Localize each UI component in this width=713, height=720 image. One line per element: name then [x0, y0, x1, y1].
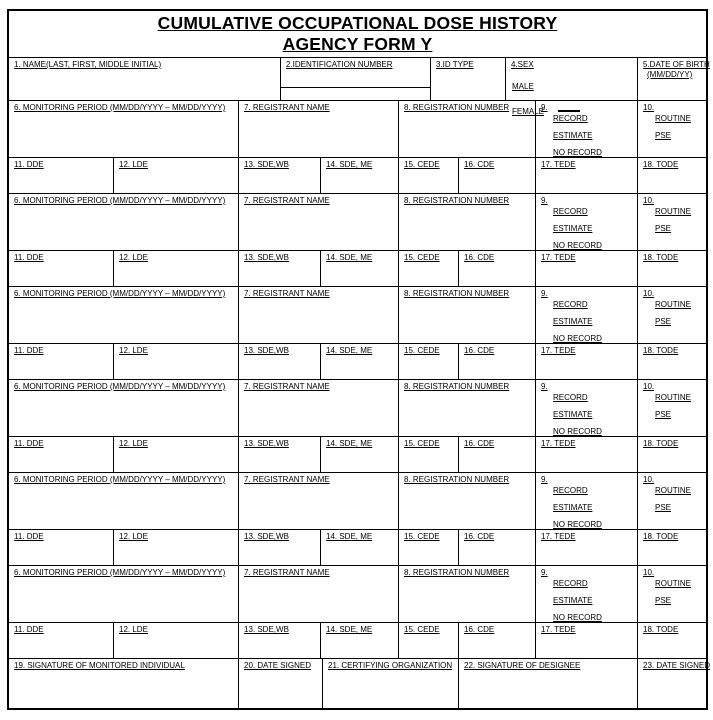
date-signed-label: 20. DATE SIGNED	[244, 661, 311, 670]
male-option-label: MALE	[512, 82, 534, 91]
cede-field[interactable]	[399, 530, 459, 565]
monitoring-block	[9, 473, 706, 566]
record-type-field	[536, 473, 638, 529]
monitoring-period-field[interactable]	[9, 194, 239, 250]
dde-label: 11. DDE	[14, 253, 44, 262]
sde-wb-field[interactable]	[239, 530, 321, 565]
record-type-field	[536, 101, 638, 157]
registrant-name-field[interactable]	[239, 101, 399, 157]
pse-option[interactable]: PSE	[655, 503, 672, 512]
name-label: 1. NAME(LAST, FIRST, MIDDLE INITIAL)	[14, 60, 162, 69]
sde-wb-field[interactable]	[239, 251, 321, 286]
sde-wb-label: 13. SDE,WB	[244, 160, 289, 169]
record-type-label: 9.	[541, 568, 548, 577]
exposure-type-label: 10.	[643, 103, 655, 112]
registration-number-label: 8. REGISTRATION NUMBER	[404, 289, 510, 298]
id-type-label: 3.ID TYPE	[436, 60, 474, 69]
dde-label: 11. DDE	[14, 439, 44, 448]
cde-label: 16. CDE	[464, 160, 495, 169]
cede-field[interactable]	[399, 251, 459, 286]
registrant-name-label: 7. REGISTRANT NAME	[244, 103, 330, 112]
tede-field[interactable]	[536, 251, 638, 286]
monitoring-block	[9, 101, 706, 194]
record-option[interactable]: RECORD	[553, 114, 588, 123]
routine-option[interactable]: ROUTINE	[655, 579, 691, 588]
sde-wb-label: 13. SDE,WB	[244, 532, 289, 541]
tede-field[interactable]	[536, 623, 638, 658]
dde-field[interactable]	[9, 437, 114, 472]
tode-field[interactable]	[638, 437, 706, 472]
estimate-option[interactable]: ESTIMATE	[553, 224, 593, 233]
exposure-type-field	[638, 566, 706, 622]
record-type-label: 9.	[541, 103, 548, 112]
cde-field[interactable]	[459, 530, 536, 565]
dde-label: 11. DDE	[14, 625, 44, 634]
exposure-type-field	[638, 473, 706, 529]
tode-field[interactable]	[638, 158, 706, 193]
cde-label: 16. CDE	[464, 625, 495, 634]
cede-field[interactable]	[399, 623, 459, 658]
tede-label: 17. TEDE	[541, 439, 576, 448]
dose-row	[9, 530, 706, 566]
estimate-option[interactable]: ESTIMATE	[553, 503, 593, 512]
signature-row	[9, 659, 710, 708]
date-of-birth-field[interactable]	[638, 58, 710, 100]
monitoring-period-label: 6. MONITORING PERIOD (MM/DD/YYYY – MM/DD/YYYY)	[14, 103, 226, 112]
cede-label: 15. CEDE	[404, 253, 440, 262]
monitoring-row	[9, 287, 706, 344]
cde-label: 16. CDE	[464, 346, 495, 355]
registration-number-field[interactable]	[399, 194, 536, 250]
tede-field[interactable]	[536, 344, 638, 379]
sde-me-field[interactable]	[321, 530, 399, 565]
record-type-label: 9.	[541, 382, 548, 391]
date-of-birth-format-label: (MM/DD/YY)	[647, 70, 693, 79]
record-type-field	[536, 194, 638, 250]
estimate-option[interactable]: ESTIMATE	[553, 596, 593, 605]
designee-date-signed-label: 23. DATE SIGNED	[643, 661, 710, 670]
lde-field[interactable]	[114, 344, 239, 379]
dde-field[interactable]	[9, 344, 114, 379]
sde-me-label: 14. SDE, ME	[326, 346, 373, 355]
dose-row	[9, 251, 706, 287]
dde-label: 11. DDE	[14, 532, 44, 541]
record-type-label: 9.	[541, 475, 548, 484]
pse-option[interactable]: PSE	[655, 131, 672, 140]
monitoring-row	[9, 101, 706, 158]
cede-label: 15. CEDE	[404, 346, 440, 355]
exposure-type-label: 10.	[643, 382, 655, 391]
form-subtitle: AGENCY FORM Y	[282, 34, 433, 54]
signature-monitored-individual-field[interactable]	[9, 659, 239, 708]
sde-me-field[interactable]	[321, 344, 399, 379]
sde-me-field[interactable]	[321, 158, 399, 193]
routine-option[interactable]: ROUTINE	[655, 300, 691, 309]
record-option[interactable]: RECORD	[553, 393, 588, 402]
no-record-option[interactable]: NO RECORD	[553, 241, 602, 250]
registration-number-field[interactable]	[399, 473, 536, 529]
dde-label: 11. DDE	[14, 346, 44, 355]
id-type-field[interactable]	[431, 58, 506, 100]
identification-number-label: 2.IDENTIFICATION NUMBER	[286, 60, 393, 69]
cede-field[interactable]	[399, 344, 459, 379]
estimate-option[interactable]: ESTIMATE	[553, 410, 593, 419]
date-of-birth-label: 5.DATE OF BIRTH	[643, 60, 710, 69]
exposure-type-field	[638, 101, 706, 157]
tode-field[interactable]	[638, 251, 706, 286]
routine-option[interactable]: ROUTINE	[655, 114, 691, 123]
monitoring-block	[9, 566, 706, 659]
lde-field[interactable]	[114, 623, 239, 658]
dde-field[interactable]	[9, 530, 114, 565]
routine-option[interactable]: ROUTINE	[655, 486, 691, 495]
no-record-option[interactable]: NO RECORD	[553, 520, 602, 529]
record-type-field	[536, 380, 638, 436]
monitoring-period-label: 6. MONITORING PERIOD (MM/DD/YYYY – MM/DD/YYYY)	[14, 382, 226, 391]
lde-field[interactable]	[114, 530, 239, 565]
lde-label: 12. LDE	[119, 160, 148, 169]
exposure-type-label: 10.	[643, 568, 655, 577]
monitoring-blocks	[9, 101, 706, 659]
sex-field	[506, 58, 638, 116]
registration-number-field[interactable]	[399, 566, 536, 622]
estimate-option[interactable]: ESTIMATE	[553, 317, 593, 326]
dde-label: 11. DDE	[14, 160, 44, 169]
monitoring-period-label: 6. MONITORING PERIOD (MM/DD/YYYY – MM/DD/YYYY)	[14, 568, 226, 577]
record-option[interactable]: RECORD	[553, 579, 588, 588]
registrant-name-field[interactable]	[239, 473, 399, 529]
cde-field[interactable]	[459, 344, 536, 379]
monitoring-period-label: 6. MONITORING PERIOD (MM/DD/YYYY – MM/DD/YYYY)	[14, 289, 226, 298]
sde-me-label: 14. SDE, ME	[326, 625, 373, 634]
monitoring-block	[9, 287, 706, 380]
registrant-name-field[interactable]	[239, 566, 399, 622]
date-signed-field[interactable]	[239, 659, 323, 708]
tode-label: 18. TODE	[643, 160, 679, 169]
registration-number-field[interactable]	[399, 380, 536, 436]
lde-label: 12. LDE	[119, 532, 148, 541]
monitoring-period-field[interactable]	[9, 287, 239, 343]
sde-me-label: 14. SDE, ME	[326, 160, 373, 169]
lde-label: 12. LDE	[119, 625, 148, 634]
tode-label: 18. TODE	[643, 625, 679, 634]
cde-label: 16. CDE	[464, 253, 495, 262]
monitoring-row	[9, 473, 706, 530]
registration-number-label: 8. REGISTRATION NUMBER	[404, 475, 510, 484]
pse-option[interactable]: PSE	[655, 410, 672, 419]
pse-option[interactable]: PSE	[655, 317, 672, 326]
exposure-type-label: 10.	[643, 289, 655, 298]
registrant-name-label: 7. REGISTRANT NAME	[244, 568, 330, 577]
registrant-name-field[interactable]	[239, 287, 399, 343]
sde-me-label: 14. SDE, ME	[326, 532, 373, 541]
tode-field[interactable]	[638, 623, 706, 658]
tede-label: 17. TEDE	[541, 532, 576, 541]
cede-label: 15. CEDE	[404, 439, 440, 448]
dose-row	[9, 623, 706, 659]
sde-wb-label: 13. SDE,WB	[244, 625, 289, 634]
estimate-option[interactable]: ESTIMATE	[553, 131, 593, 140]
sde-wb-field[interactable]	[239, 623, 321, 658]
monitoring-block	[9, 194, 706, 287]
form-title: CUMULATIVE OCCUPATIONAL DOSE HISTORY	[157, 13, 558, 33]
registrant-name-label: 7. REGISTRANT NAME	[244, 382, 330, 391]
sde-me-field[interactable]	[321, 437, 399, 472]
no-record-option[interactable]: NO RECORD	[553, 334, 602, 343]
registrant-name-field[interactable]	[239, 380, 399, 436]
monitoring-period-label: 6. MONITORING PERIOD (MM/DD/YYYY – MM/DD/YYYY)	[14, 475, 226, 484]
sde-me-field[interactable]	[321, 251, 399, 286]
signature-designee-label: 22. SIGNATURE OF DESIGNEE	[464, 661, 581, 670]
tede-label: 17. TEDE	[541, 160, 576, 169]
cde-field[interactable]	[459, 623, 536, 658]
cede-field[interactable]	[399, 158, 459, 193]
lde-field[interactable]	[114, 251, 239, 286]
cede-label: 15. CEDE	[404, 625, 440, 634]
registration-number-label: 8. REGISTRATION NUMBER	[404, 196, 510, 205]
no-record-option[interactable]: NO RECORD	[553, 613, 602, 622]
tode-label: 18. TODE	[643, 346, 679, 355]
sde-me-label: 14. SDE, ME	[326, 439, 373, 448]
routine-option[interactable]: ROUTINE	[655, 207, 691, 216]
monitoring-block	[9, 380, 706, 473]
designee-date-signed-field[interactable]	[638, 659, 710, 708]
sde-wb-field[interactable]	[239, 158, 321, 193]
no-record-option[interactable]: NO RECORD	[553, 427, 602, 436]
certifying-organization-field[interactable]	[323, 659, 459, 708]
record-option[interactable]: RECORD	[553, 300, 588, 309]
sde-wb-label: 13. SDE,WB	[244, 346, 289, 355]
monitoring-period-field[interactable]	[9, 566, 239, 622]
signature-designee-field[interactable]	[459, 659, 638, 708]
cede-field[interactable]	[399, 437, 459, 472]
dose-history-form	[7, 9, 708, 710]
routine-option[interactable]: ROUTINE	[655, 393, 691, 402]
tode-field[interactable]	[638, 530, 706, 565]
record-type-label: 9.	[541, 196, 548, 205]
name-field[interactable]	[9, 58, 281, 100]
female-option-label: FEMALE	[512, 107, 545, 116]
signature-monitored-individual-label: 19. SIGNATURE OF MONITORED INDIVIDUAL	[14, 661, 185, 670]
dose-row	[9, 344, 706, 380]
exposure-type-field	[638, 287, 706, 343]
identification-number-divider	[281, 87, 430, 88]
dose-row	[9, 158, 706, 194]
registration-number-label: 8. REGISTRATION NUMBER	[404, 382, 510, 391]
cede-label: 15. CEDE	[404, 532, 440, 541]
dde-field[interactable]	[9, 623, 114, 658]
monitoring-row	[9, 194, 706, 251]
record-type-field	[536, 566, 638, 622]
lde-label: 12. LDE	[119, 439, 148, 448]
tode-label: 18. TODE	[643, 439, 679, 448]
tede-label: 17. TEDE	[541, 625, 576, 634]
dde-field[interactable]	[9, 251, 114, 286]
no-record-option[interactable]: NO RECORD	[553, 148, 602, 157]
registration-number-field[interactable]	[399, 101, 536, 157]
pse-option[interactable]: PSE	[655, 596, 672, 605]
sde-wb-label: 13. SDE,WB	[244, 439, 289, 448]
registrant-name-label: 7. REGISTRANT NAME	[244, 289, 330, 298]
registrant-name-field[interactable]	[239, 194, 399, 250]
monitoring-period-field[interactable]	[9, 101, 239, 157]
identification-number-field[interactable]	[281, 58, 431, 100]
pse-option[interactable]: PSE	[655, 224, 672, 233]
cde-field[interactable]	[459, 158, 536, 193]
lde-label: 12. LDE	[119, 253, 148, 262]
cede-label: 15. CEDE	[404, 160, 440, 169]
lde-label: 12. LDE	[119, 346, 148, 355]
sde-wb-label: 13. SDE,WB	[244, 253, 289, 262]
dde-field[interactable]	[9, 158, 114, 193]
exposure-type-field	[638, 194, 706, 250]
monitoring-period-field[interactable]	[9, 473, 239, 529]
sde-wb-field[interactable]	[239, 437, 321, 472]
lde-field[interactable]	[114, 437, 239, 472]
cde-label: 16. CDE	[464, 532, 495, 541]
sde-me-field[interactable]	[321, 623, 399, 658]
monitoring-period-field[interactable]	[9, 380, 239, 436]
registrant-name-label: 7. REGISTRANT NAME	[244, 196, 330, 205]
tede-label: 17. TEDE	[541, 346, 576, 355]
record-type-field	[536, 287, 638, 343]
certifying-organization-label: 21. CERTIFYING ORGANIZATION	[328, 661, 453, 670]
cde-field[interactable]	[459, 251, 536, 286]
cde-field[interactable]	[459, 437, 536, 472]
cde-label: 16. CDE	[464, 439, 495, 448]
record-type-label: 9.	[541, 289, 548, 298]
registrant-name-label: 7. REGISTRANT NAME	[244, 475, 330, 484]
form-title-block	[9, 11, 706, 58]
dose-row	[9, 437, 706, 473]
male-option[interactable]	[512, 76, 635, 94]
monitoring-row	[9, 380, 706, 437]
registration-number-label: 8. REGISTRATION NUMBER	[404, 103, 510, 112]
monitoring-period-label: 6. MONITORING PERIOD (MM/DD/YYYY – MM/DD/YYYY)	[14, 196, 226, 205]
tede-label: 17. TEDE	[541, 253, 576, 262]
record-option[interactable]: RECORD	[553, 207, 588, 216]
exposure-type-label: 10.	[643, 475, 655, 484]
monitoring-row	[9, 566, 706, 623]
tede-field[interactable]	[536, 530, 638, 565]
tede-field[interactable]	[536, 158, 638, 193]
registration-number-label: 8. REGISTRATION NUMBER	[404, 568, 510, 577]
tode-label: 18. TODE	[643, 253, 679, 262]
tede-field[interactable]	[536, 437, 638, 472]
sde-me-label: 14. SDE, ME	[326, 253, 373, 262]
tode-field[interactable]	[638, 344, 706, 379]
exposure-type-field	[638, 380, 706, 436]
record-option[interactable]: RECORD	[553, 486, 588, 495]
sde-wb-field[interactable]	[239, 344, 321, 379]
exposure-type-label: 10.	[643, 196, 655, 205]
tode-label: 18. TODE	[643, 532, 679, 541]
sex-label: 4.SEX	[511, 60, 534, 69]
registration-number-field[interactable]	[399, 287, 536, 343]
lde-field[interactable]	[114, 158, 239, 193]
